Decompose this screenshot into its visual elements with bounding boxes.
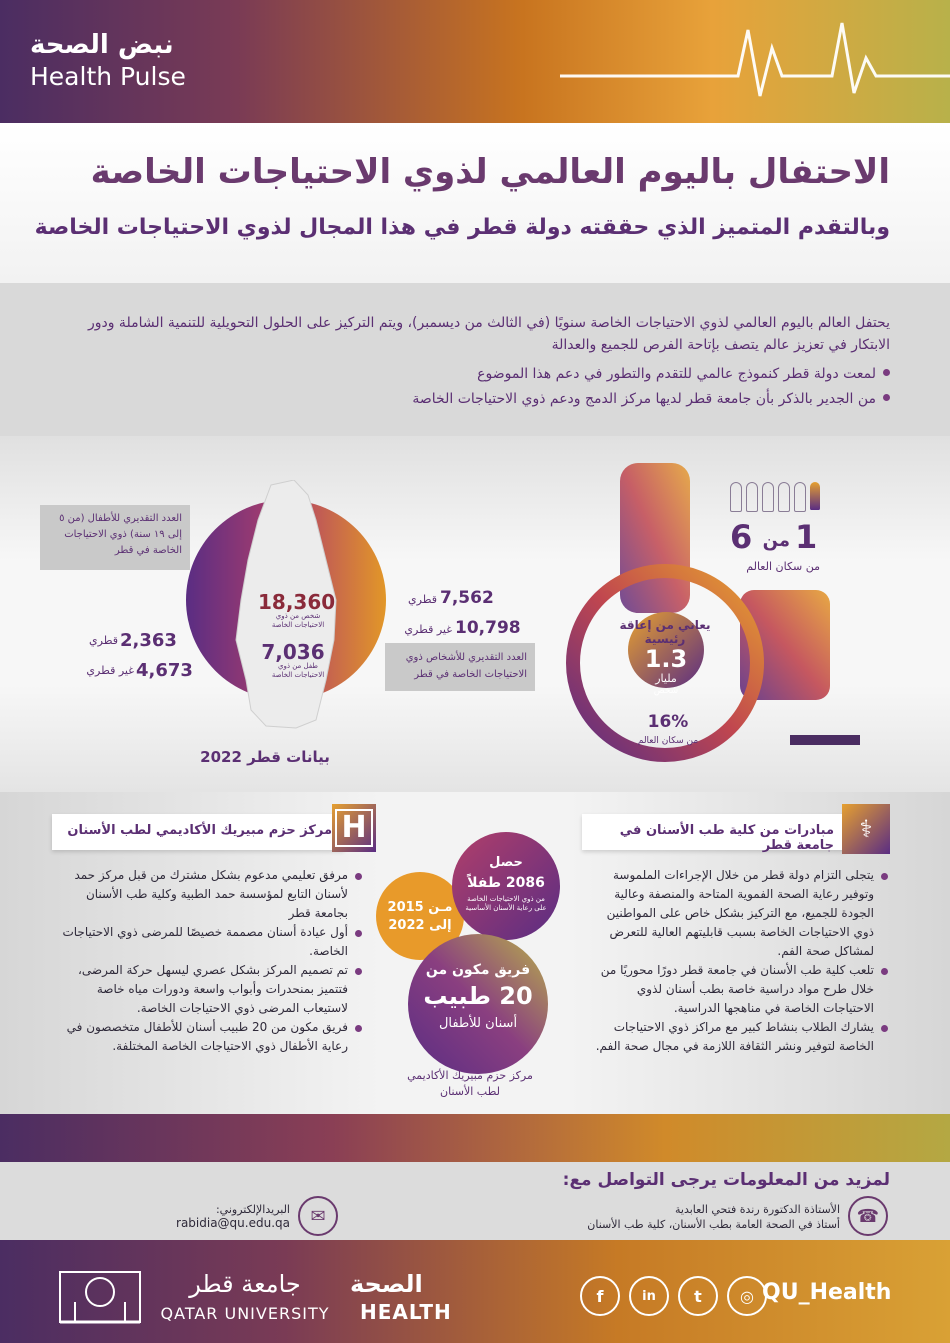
wheelchair-icon [560, 455, 880, 765]
university-en: QATAR UNIVERSITY [160, 1304, 330, 1323]
intro-band [0, 283, 950, 436]
hamad-bullet: أول عيادة أسنان مصممة خصيصًا للمرضى ذوي الاحتياجات الخاصة. [52, 923, 362, 961]
children-nonqatari-label: غير قطري [86, 664, 134, 677]
email-label: البريدالإلكتروني: [215, 1203, 290, 1216]
university-ar: جامعة قطر [189, 1270, 301, 1298]
people-qatari-value: 7,562 [440, 588, 494, 608]
phone-icon: ☎ [848, 1196, 888, 1236]
person-icon [746, 482, 758, 512]
team-line3: أسنان للأطفال [438, 1016, 518, 1031]
dentist-icon: ⚕ [842, 804, 890, 854]
children-qatari-label: قطري [89, 634, 118, 647]
hamad-bullet: فريق مكون من 20 طبيب أسنان للأطفال متخصصون في رعاية الأطفال ذوي الاحتياجات الخاصة المختلفة. [52, 1018, 362, 1056]
billion-value: 1.3 [644, 645, 688, 673]
contact-title: أستاذ في الصحة العامة بطب الأسنان، كلية طب الأسنان [587, 1218, 840, 1231]
people-label-box: العدد التقديري للأشخاص ذوي الاحتياجات الخاصة في قطر [385, 643, 535, 691]
twitter-icon[interactable]: t [678, 1276, 718, 1316]
qu-initiatives-header [582, 814, 846, 853]
qu-initiatives-bullets [588, 866, 888, 1056]
person-icon [778, 482, 790, 512]
intro-bullet: من الجدير بالذكر بأن جامعة قطر لديها مركز الدمج ودعم ذوي الاحتياجات الخاصة [60, 387, 890, 412]
people-qatari-label: قطري [408, 593, 437, 606]
bubble-children-count: 2086 طفلاً [467, 875, 545, 891]
instagram-icon[interactable]: ◎ [727, 1276, 767, 1316]
billion-unit: مليار [655, 672, 677, 685]
team-number: 20 طبيب [423, 982, 533, 1010]
health-logo-en: HEALTH [360, 1300, 452, 1324]
years-from: مـن 2015 [387, 900, 453, 915]
qu-bullet: تلعب كلية طب الأسنان في جامعة قطر دورًا محوريًا من خلال طرح مواد دراسية خاصة بطب أسنان لذوي الاحتياجات الخاصة في مناهجها الدراسية. [588, 961, 888, 1018]
page-subtitle: وبالتقدم المتميز الذي حققته دولة قطر في هذا المجال لذوي الاحتياجات الخاصة [34, 215, 890, 240]
person-icon [762, 482, 774, 512]
social-handle[interactable]: QU_Health [762, 1280, 892, 1305]
people-nonqatari-label: غير قطري [404, 623, 452, 636]
bubbles-caption: مركز حزم مبيريك الأكاديمي لطب الأسنان [407, 1069, 533, 1098]
health-logo-ar: الصحة [350, 1270, 423, 1298]
qatar-total-value: 18,360 [258, 590, 336, 614]
facebook-icon[interactable]: f [580, 1276, 620, 1316]
ratio-from: من [762, 530, 790, 551]
qatar-child-sub: طفل من ذوي الاحتياجات الخاصة [271, 662, 325, 679]
social-icons [580, 1276, 767, 1316]
intro-paragraph: يحتفل العالم باليوم العالمي لذوي الاحتياجات الخاصة سنويًا (في الثالث من ديسمبر)، ويتم التركيز على الحلول التحويلية للتنمية الشاملة ودور الابتكار في تعزيز عالم يتصف بإتاحة الفرص للجميع والعدالة [87, 315, 890, 353]
bubble-children-sub: من ذوي الاحتياجات الخاصة على رعاية الأسنان الأساسية [465, 895, 547, 912]
hamad-bullet: تم تصميم المركز بشكل عصري ليسهل حركة المرضى، فتتميز بمنحدرات وأبواب واسعة ودورات مياه خاصة لاستيعاب المرضى ذوي الاحتياجات الخاصة. [52, 961, 362, 1018]
person-icon [730, 482, 742, 512]
people-icons [730, 482, 820, 512]
children-label-box: العدد التقديري للأطفال (من ٥ إلى ١٩ سنة) ذوي الاحتياجات الخاصة في قطر [40, 505, 190, 570]
brand-ar: نبض الصحة [30, 30, 174, 60]
qatar-data-caption: بيانات قطر 2022 [200, 748, 330, 766]
hamad-center-header [52, 814, 344, 850]
qatar-child-value: 7,036 [261, 640, 325, 664]
ring-text: يعاني من إعاقة رئيسية [619, 618, 711, 646]
contact-heading: لمزيد من المعلومات يرجى التواصل مع: [562, 1170, 890, 1190]
title-band [0, 123, 950, 283]
bubble-received: حصل [489, 855, 523, 870]
mail-icon: ✉ [298, 1196, 338, 1236]
hamad-h-icon: H [332, 804, 376, 852]
percent-value: 16% [647, 712, 689, 732]
brand-en: Health Pulse [30, 62, 186, 91]
qu-bullet: يشارك الطلاب بنشاط كبير مع مراكز ذوي الاحتياجات الخاصة لتوفير ونشر الثقافة اللازمة في مجال صحة الفم. [588, 1018, 888, 1056]
decor-stripe [0, 1114, 950, 1162]
hamad-bullet: مرفق تعليمي مدعوم بشكل مشترك من قبل مركز حمد لأسنان التابع لمؤسسة حمد الطبية وكلية طب الأسنان بجامعة قطر [52, 866, 362, 923]
intro-bullets [60, 362, 890, 412]
hamad-center-bullets [52, 866, 362, 1056]
people-nonqatari-value: 10,798 [455, 618, 521, 638]
person-icon [794, 482, 806, 512]
ratio-one: 1 [795, 518, 818, 556]
percent-sub: من سكان العالم [637, 736, 699, 746]
children-qatari-value: 2,363 [120, 630, 177, 651]
qu-bullet: يتجلى التزام دولة قطر من خلال الإجراءات الملموسة وتوفير رعاية الصحة الفموية المتاحة والمنصفة وعالية الجودة للجميع، مع التركيز بشكل خاص على المواطنين ذوي الاحتياجات الخاصة بسبب قابليتهم العالية للتعرض لمشاكل صحة الفم. [588, 866, 888, 961]
page-title: الاحتفال باليوم العالمي لذوي الاحتياجات الخاصة [90, 152, 890, 192]
ratio-sub: من سكان العالم [746, 560, 820, 573]
intro-bullet: لمعت دولة قطر كنموذج عالمي للتقدم والتطور في دعم هذا الموضوع [60, 362, 890, 387]
years-to: إلى 2022 [388, 918, 452, 933]
children-nonqatari-value: 4,673 [136, 660, 193, 681]
qatar-total-sub: شخص من ذوي الاحتياجات الخاصة [271, 612, 325, 629]
qatar-university-logo [55, 1262, 145, 1328]
contact-name: الأستاذة الدكتورة رندة فتحي العابدية [675, 1203, 840, 1216]
team-line1: فريق مكون من [425, 962, 531, 978]
linkedin-icon[interactable]: in [629, 1276, 669, 1316]
pulse-line-icon [560, 18, 950, 98]
hamad-center-heading: مركز حزم مبيريك الأكاديمي لطب الأسنان [67, 823, 332, 838]
qu-initiatives-heading: مبادرات من كلية طب الأسنان في جامعة قطر [619, 823, 834, 853]
billion-sub: شخص [653, 686, 679, 696]
email-link[interactable]: rabidia@qu.edu.qa [176, 1216, 290, 1230]
person-highlight-icon [810, 482, 820, 510]
ratio-six: 6 [730, 518, 753, 556]
